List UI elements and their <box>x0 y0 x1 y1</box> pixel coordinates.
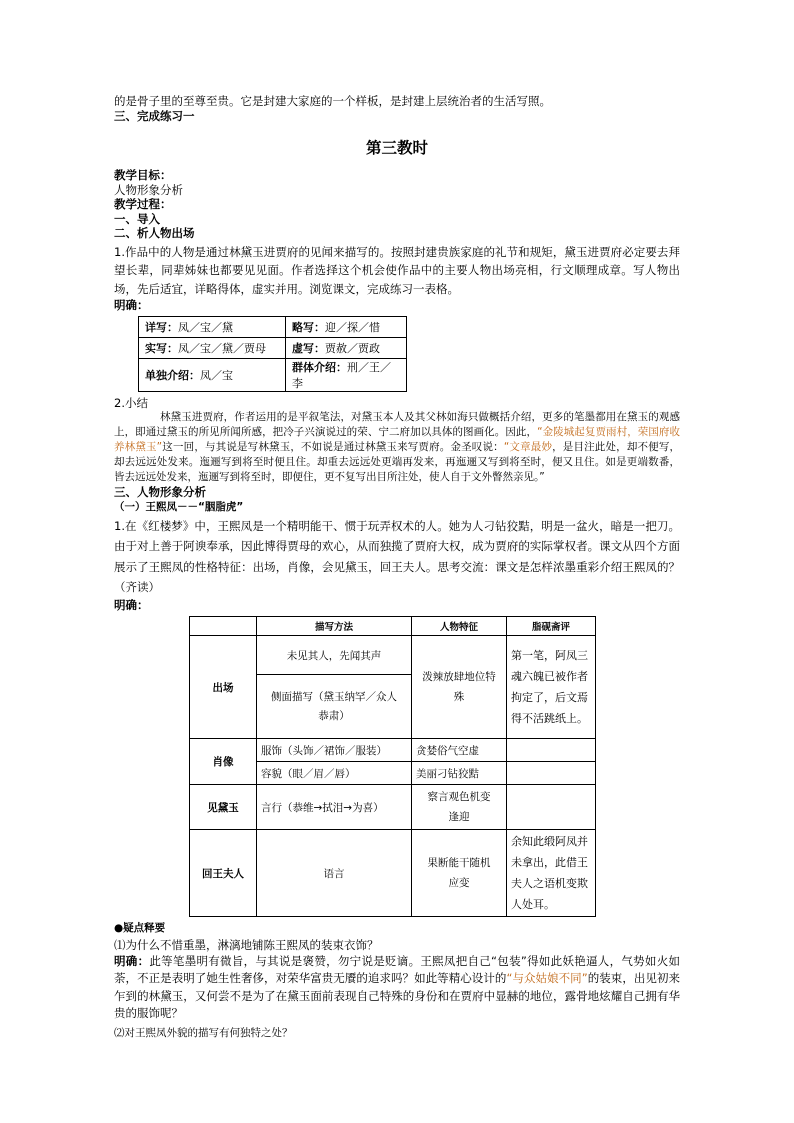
mingque-label-1: 明确： <box>114 298 149 312</box>
table-cell-empty <box>507 785 596 830</box>
section-2-heading: 二、析人物出场 <box>114 226 195 240</box>
table-cell: 泼辣放肆地位特殊 <box>412 636 507 739</box>
table-cell: 未见其人，先闻其声 <box>257 636 412 675</box>
table-cell-empty <box>507 739 596 762</box>
mingque-label-2: 明确： <box>114 597 149 612</box>
writing-method-table <box>138 316 407 392</box>
section-3-heading: 三、人物形象分析 <box>114 485 206 499</box>
section-1-heading: 一、导入 <box>114 211 160 226</box>
row-label: 肖像 <box>190 739 257 785</box>
table-cell: 第一笔，阿凤三魂六魄已被作者拘定了，后文焉得不活跳纸上。 <box>507 636 596 739</box>
goal-text: 人物形象分析 <box>114 182 183 197</box>
question-1: ⑴为什么不惜重墨，淋漓地铺陈王熙凤的装束衣饰？ <box>114 938 379 952</box>
process-label: 教学过程： <box>114 197 172 211</box>
table-row <box>190 785 596 830</box>
table-cell: 语言 <box>257 830 412 917</box>
table-cell: 美丽刁钻狡黠 <box>412 762 507 785</box>
row-label: 回王夫人 <box>190 830 257 917</box>
subsection-heading: （一）王熙凤－－“胭脂虎” <box>114 500 244 513</box>
paragraph-1: 1.作品中的人物是通过林黛玉进贾府的见闻来描写的。按照封建贵族家庭的礼节和规矩，黛玉进贾府必定要去拜望长辈，同辈姊妹也都要见见面。作者选择这个机会使作品中的主要人物出场亮相，行文顺理成章。写人物出场，先后适宜，详略得体，虚实并用。浏览课文，完成练习一表格。 <box>114 244 680 296</box>
paragraph-2: 林黛玉进贾府，作者运用的是平叙笔法，对黛玉本人及其父林如海只做概括介绍，更多的笔墨都用在黛玉的观感上，即通过黛玉的所见所闻所感，把冷子兴演说过的荣、宁二府加以具体的图画化。因此，“金陵城起复贾雨村，荣国府收养林黛玉”这一回，与其说是写林黛玉，不如说是通过林黛玉来写贾府。金圣叹说：“文章最妙，是目注此处，却不便写，却去远远处发来。迤逦写到将至时便且住。却重去远远处更端再发来，再迤逦又写到将至时，便又且住。如是更端数番，皆去远远处发来，迤逦写到将至时，即便住，更不复写出目所注处，使人自于文外瞥然亲见。” <box>114 411 681 483</box>
table-row <box>190 830 596 917</box>
table-cell-empty <box>507 762 596 785</box>
table-row <box>190 739 596 762</box>
table-row <box>139 337 407 358</box>
table-cell: 察言观色机变逢迎 <box>412 785 507 830</box>
answer-1: 明确：此等笔墨明有微旨，与其说是褒赞，勿宁说是贬谪。王熙凤把自己“包装”得如此妖艳逼人，气势如火如荼，不正是表明了她生性奢侈，对荣华富贵无餍的追求吗？如此等精心设计的“与众姑娘不同”的装束，出见初来乍到的林黛玉，又何尝不是为了在黛玉面前表现自己特殊的身份和在贾府中显赫的地位，露骨地炫耀自己拥有华贵的服饰呢？ <box>114 953 681 1020</box>
table-cell: 服饰（头饰／裙饰／服装） <box>257 739 412 762</box>
table-cell: 侧面描写（黛玉纳罕／众人恭肃） <box>257 675 412 739</box>
table-cell: 贪婪俗气空虚 <box>412 739 507 762</box>
table-header: 人物特征 <box>412 617 507 636</box>
exercise-heading: 三、完成练习一 <box>114 108 195 123</box>
table-cell: 虚写：贾赦／贾政 <box>286 337 407 358</box>
table-row <box>190 636 596 675</box>
table-cell: 实写：凤／宝／黛／贾母 <box>139 337 286 358</box>
row-label: 出场 <box>190 636 257 739</box>
wang-xifeng-table <box>189 616 596 917</box>
table-cell: 言行（恭维→拭泪→为喜） <box>257 785 412 830</box>
question-2: ⑵对王熙凤外貌的描写有何独特之处？ <box>114 1026 293 1039</box>
table-row <box>139 316 407 337</box>
table-cell: 详写：凤／宝／黛 <box>139 316 286 337</box>
table-header: 脂砚斋评 <box>507 617 596 636</box>
summary-label: 2.小结 <box>114 395 148 410</box>
table-cell: 果断能干随机应变 <box>412 830 507 917</box>
lesson-title: 第三教时 <box>365 139 428 157</box>
doubt-label: ●疑点释要 <box>114 922 166 934</box>
table-cell: 群体介绍：刑／王／李 <box>286 358 407 391</box>
row-label: 见黛玉 <box>190 785 257 830</box>
table-header: 描写方法 <box>257 617 412 636</box>
table-header-blank <box>190 617 257 636</box>
table-header-row <box>190 617 596 636</box>
table-row <box>139 358 407 391</box>
goal-label: 教学目标： <box>114 168 172 182</box>
table-cell: 余知此缎阿凤并未拿出，此借王夫人之语机变欺人处耳。 <box>507 830 596 917</box>
intro-line: 的是骨子里的至尊至贵。它是封建大家庭的一个样板，是封建上层统治者的生活写照。 <box>114 94 551 108</box>
table-cell: 单独介绍：凤／宝 <box>139 358 286 391</box>
table-cell: 容貌（眼／眉／唇） <box>257 762 412 785</box>
document-page <box>114 94 680 1040</box>
paragraph-3: 1.在《红楼梦》中，王熙凤是一个精明能干、惯于玩弄权术的人。她为人刁钻狡黠，明是一盆火，暗是一把刀。由于对上善于阿谀奉承，因此博得贾母的欢心，从而独揽了贾府大权，成为贾府的实际掌权者。课文从四个方面展示了王熙凤的性格特征：出场，肖像，会见黛玉，回王夫人。思考交流：课文是怎样浓墨重彩介绍王熙凤的？（齐读） <box>114 518 680 594</box>
table-cell: 略写：迎／探／惜 <box>286 316 407 337</box>
